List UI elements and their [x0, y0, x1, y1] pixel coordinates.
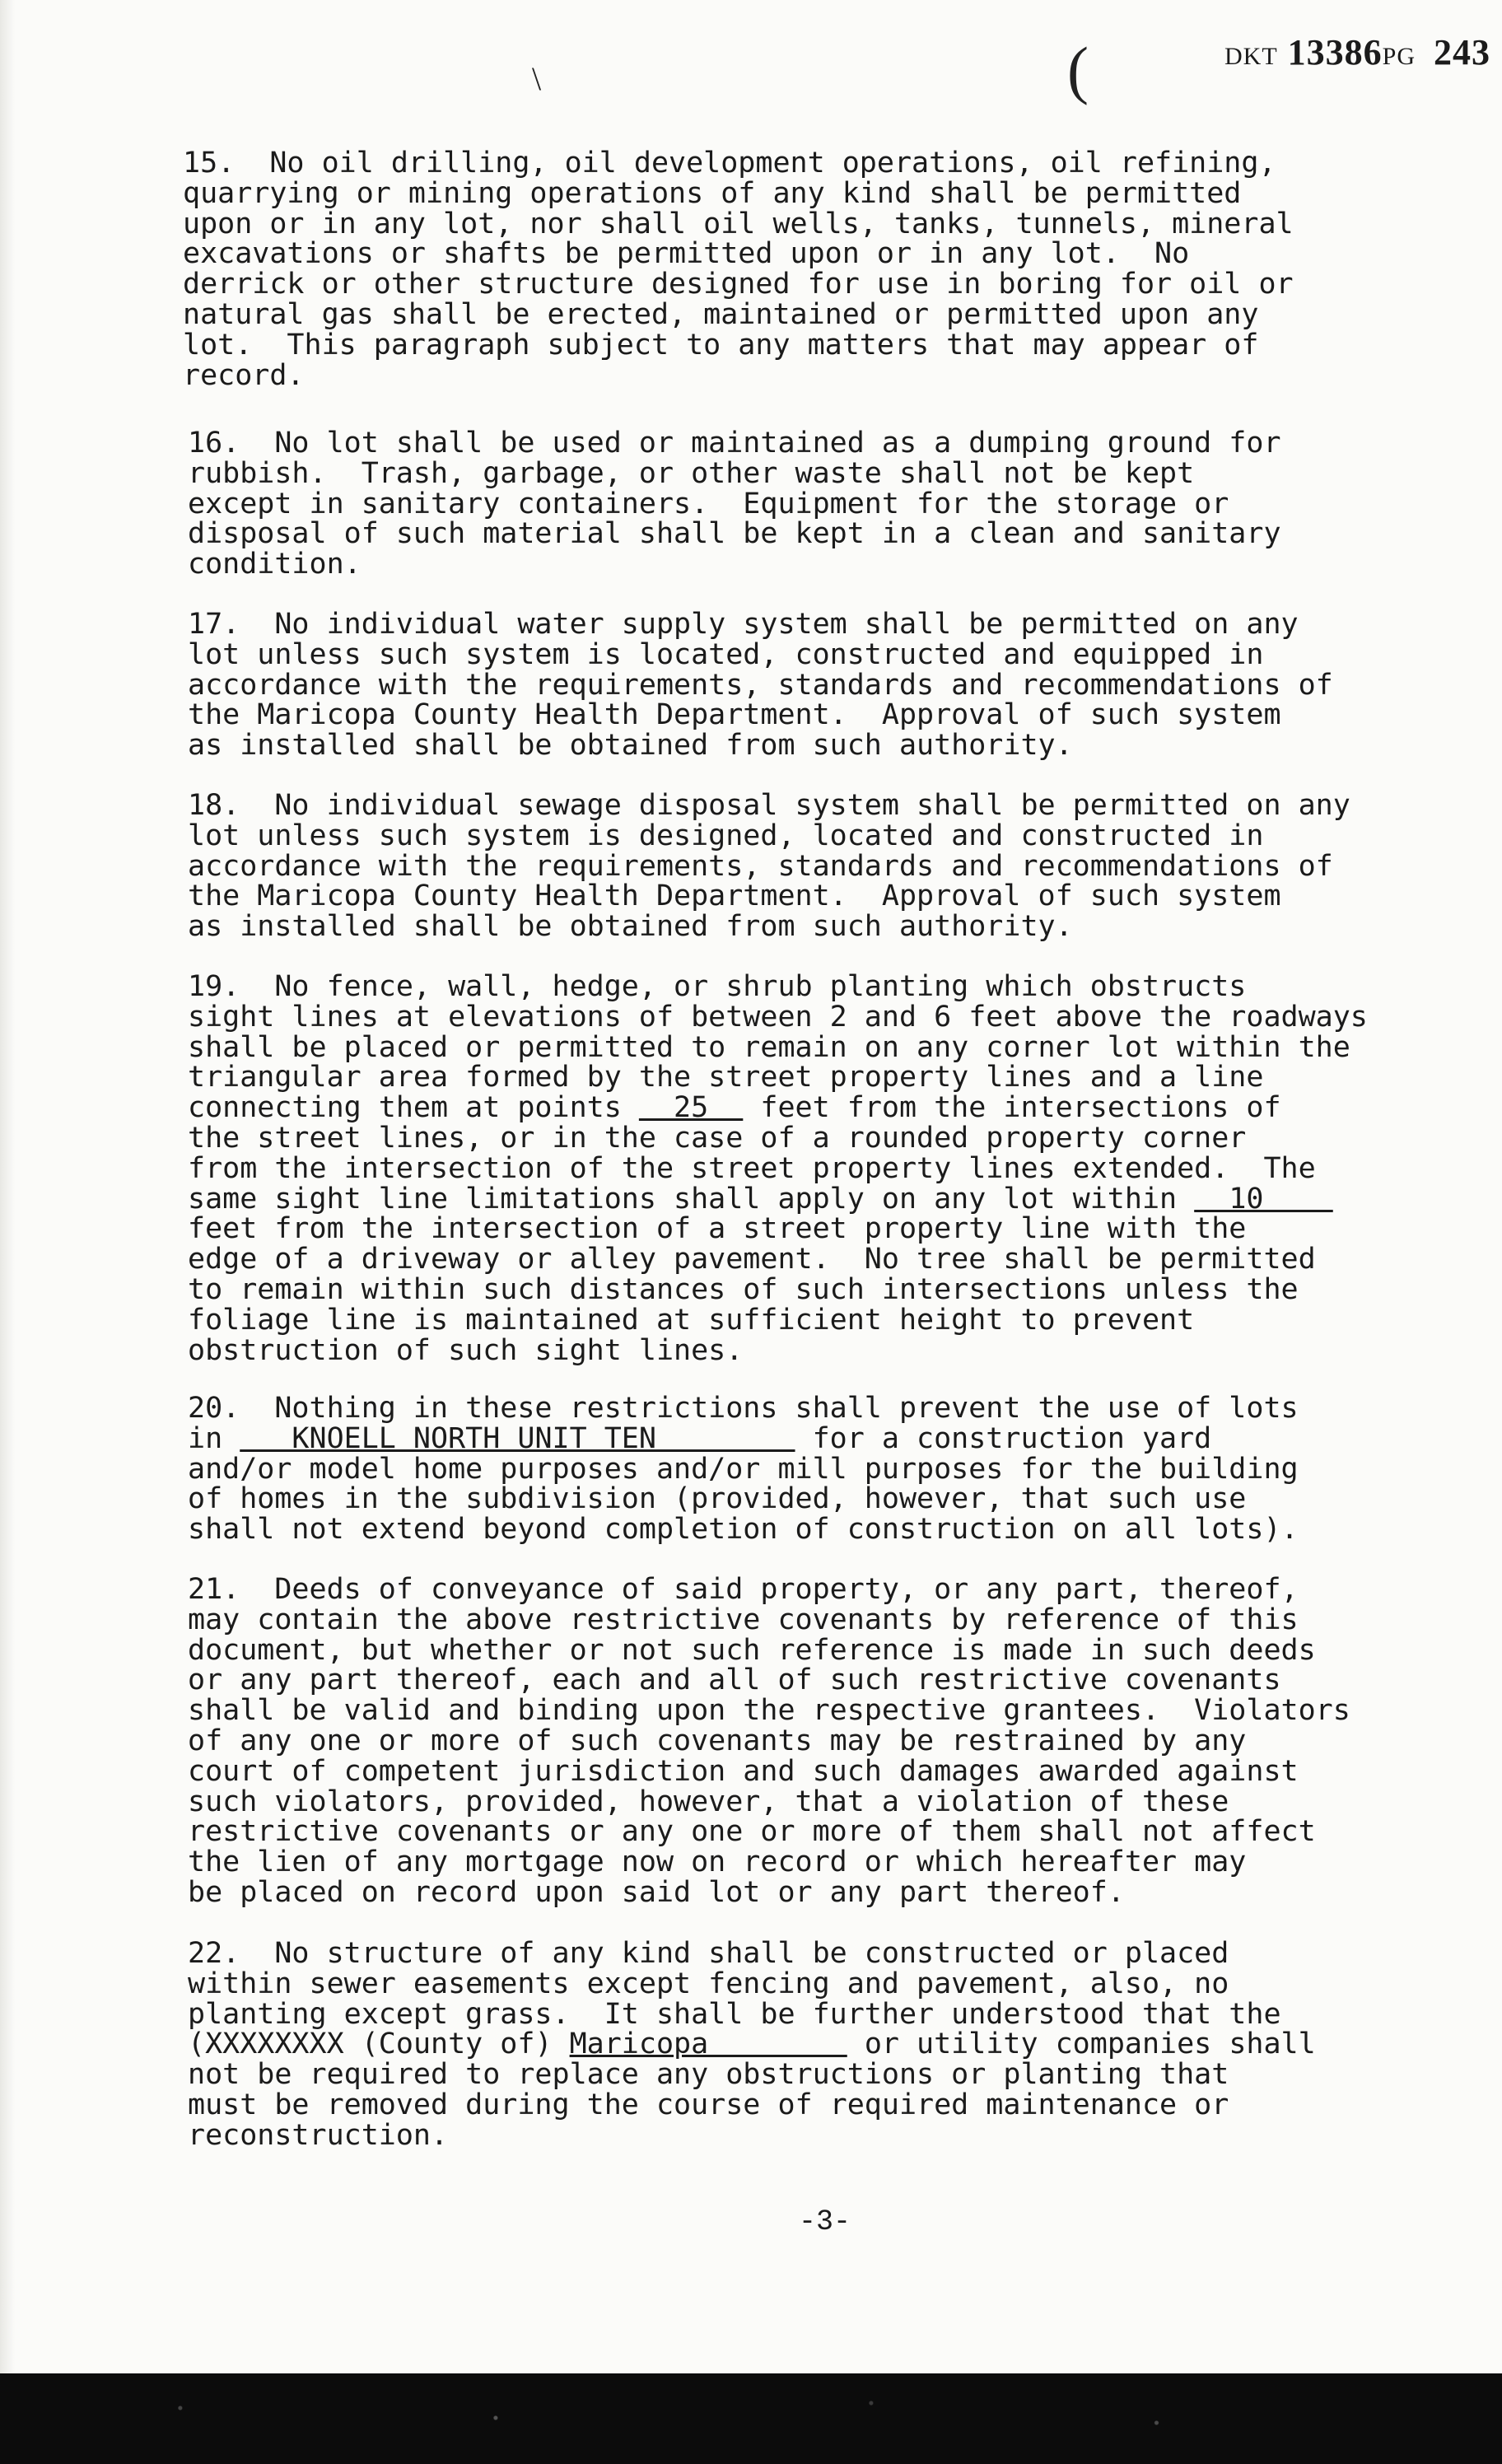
struck-out-word: (XXXXXXXX — [188, 2028, 344, 2061]
scan-noise — [0, 2388, 1502, 2438]
stamp-pg: PG — [1382, 43, 1416, 70]
scan-border — [0, 2373, 1502, 2464]
subdivision-name-fill: KNOELL NORTH UNIT TEN — [240, 1421, 795, 1455]
stray-mark: \ — [532, 60, 542, 97]
paragraph-22-text-a: 22. No structure of any kind shall be constructed or placed within sewer easements except fencing and pavement, also, no planting except grass. It shall be further understood that the — [188, 1937, 1281, 2031]
paragraph-20-text-a: 20. Nothing in these restrictions shall prevent the use of lots in — [188, 1392, 1299, 1455]
scan-edge — [0, 0, 15, 2373]
county-name-fill: Maricopa — [569, 2028, 847, 2061]
paragraph-18: 18. No individual sewage disposal system shall be permitted on any lot unless such system is designed, located and constructed in accordance with the requirements, standards and recommendations of the Maricopa County Health Department. Approval of such system as installed shall be obtained from such authority. — [188, 789, 1350, 944]
stamp-number: 13386 — [1287, 32, 1383, 72]
paragraph-20-text-b: for a construction yard and/or model home purposes and/or mill purposes for the building of homes in the subdivision (provided, however, that such use shall not extend beyond completion of construction on all lots). — [188, 1421, 1299, 1547]
paragraph-15: 15. No oil drilling, oil development operations, oil refining, quarrying or mining operations of any kind shall be permitted upon or in any lot, nor shall oil wells, tanks, tunnels, mineral excavations or shafts be permitted upon or in any lot. No derrick or other structure designed for use in boring for oil or natural gas shall be erected, maintained or permitted upon any lot. This paragraph subject to any matters that may appear of record. — [183, 147, 1294, 392]
driveway-distance-fill: 10 — [1194, 1182, 1333, 1216]
paragraph-22 — [188, 1939, 1497, 2151]
stamp-dkt: DKT — [1224, 43, 1278, 70]
paragraph-19-text-b: feet from the intersections of the street lines, or in the case of a rounded property corner from the intersection of the street property lines extended. The same sight line limitations shall apply on any lot within — [188, 1091, 1316, 1216]
paragraph-19 — [188, 972, 1497, 1365]
recording-stamp — [1224, 31, 1490, 73]
paragraph-20 — [188, 1393, 1497, 1545]
paragraph-17: 17. No individual water supply system shall be permitted on any lot unless such system is located, constructed and equipped in accordance with the requirements, standards and recommendations of the Maricopa County Health Department. Approval of such system as installed shall be obtained from such authority. — [188, 608, 1333, 763]
paragraph-22-text-b: (County of) — [343, 2028, 570, 2061]
stray-paren-mark: ( — [1067, 34, 1089, 105]
paragraph-22-text-c: or utility companies shall not be required to replace any obstructions or planting that must be removed during the course of required maintenance or reconstruction. — [188, 2028, 1316, 2152]
paragraph-19-text-a: 19. No fence, wall, hedge, or shrub planting which obstructs sight lines at elevations of between 2 and 6 feet above the roadways shall be placed or permitted to remain on any corner lot within the triangular area formed by the street property lines and a line connecting them at points — [188, 970, 1368, 1125]
paragraph-19-text-c: feet from the intersection of a street property line with the edge of a driveway or alley pavement. No tree shall be permitted to remain within such distances of such intersections unless the foliage line is maintained at sufficient height to prevent obstruction of such sight lines. — [188, 1212, 1316, 1367]
paragraph-21: 21. Deeds of conveyance of said property, or any part, thereof, may contain the above restrictive covenants by reference of this document, but whether or not such reference is made in such deeds or any part thereof, each and all of such restrictive covenants shall be valid and binding upon the respective grantees. Violators of any one or more of such covenants may be restrained by any court of competent jurisdiction and such damages awarded against such violators, provided, however, that a violation of these restrictive covenants or any one or more of them shall not affect the lien of any mortgage now on record or which hereafter may be placed on record upon said lot or any part thereof. — [188, 1573, 1350, 1909]
stamp-page: 243 — [1434, 32, 1490, 72]
sight-distance-fill: 25 — [638, 1091, 744, 1125]
paragraph-16: 16. No lot shall be used or maintained as a dumping ground for rubbish. Trash, garbage, or other waste shall not be kept except in sanitary containers. Equipment for the storage or disposal of such material shall be kept in a clean and sanitary condition. — [188, 427, 1281, 581]
page-number: -3- — [799, 2205, 851, 2238]
